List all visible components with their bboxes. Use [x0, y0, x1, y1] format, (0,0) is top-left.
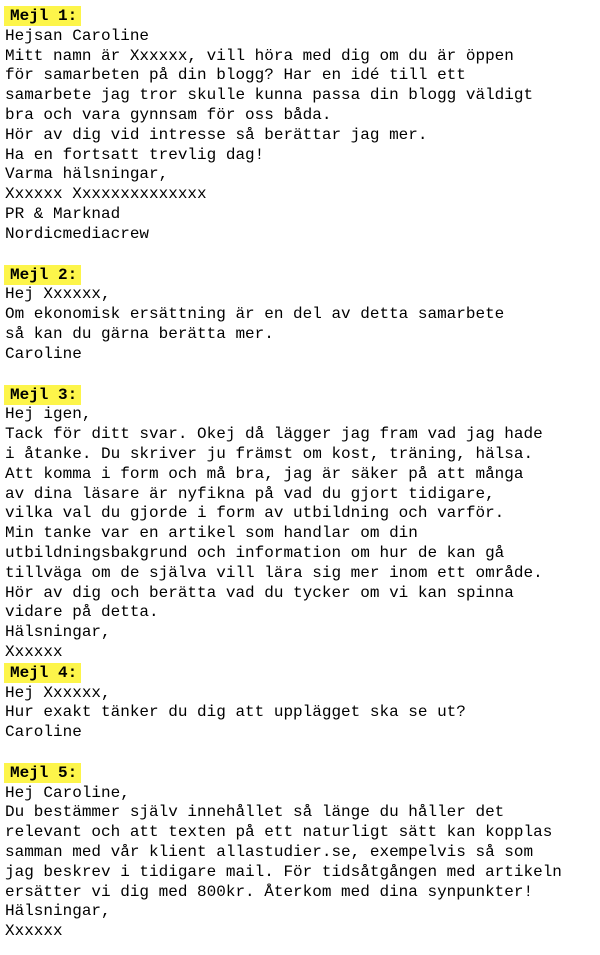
email-line: så kan du gärna berätta mer. [5, 324, 274, 343]
email-line: relevant och att texten på ett naturligt sätt kan kopplas [5, 823, 553, 842]
email-line: Hej Xxxxxx, [5, 285, 111, 304]
email-line: Min tanke var en artikel som handlar om din [5, 524, 418, 543]
email-line: Caroline [5, 723, 82, 742]
email-heading: Mejl 5: [4, 763, 81, 783]
email-4 [5, 663, 600, 743]
email-line: av dina läsare är nyfikna på vad du gjort tidigare, [5, 484, 495, 503]
email-line: Hälsningar, [5, 902, 111, 921]
email-line: Hej Xxxxxx, [5, 683, 111, 702]
email-line: Om ekonomisk ersättning är en del av detta samarbete [5, 305, 505, 324]
email-line: i åtanke. Du skriver ju främst om kost, träning, hälsa. [5, 444, 534, 463]
email-line: ersätter vi dig med 800kr. Återkom med dina synpunkter! [5, 882, 534, 901]
email-line: Hur exakt tänker du dig att upplägget ska se ut? [5, 703, 466, 722]
email-line: Hej igen, [5, 405, 92, 424]
email-body [5, 784, 600, 942]
email-5 [5, 763, 600, 942]
email-line: samarbete jag tror skulle kunna passa din blogg väldigt [5, 86, 534, 105]
email-line: Hör av dig vid intresse så berättar jag mer. [5, 125, 428, 144]
email-body [5, 27, 600, 245]
email-line: Du bestämmer själv innehållet så länge du håller det [5, 803, 505, 822]
email-line: Hej Caroline, [5, 783, 130, 802]
email-body [5, 684, 600, 743]
email-line: Hejsan Caroline [5, 26, 150, 45]
email-line: Tack för ditt svar. Okej då lägger jag fram vad jag hade [5, 425, 543, 444]
email-heading: Mejl 1: [4, 6, 81, 26]
email-line: Mitt namn är Xxxxxx, vill höra med dig om du är öppen [5, 46, 514, 65]
email-line: jag beskrev i tidigare mail. För tidsåtgången med artikeln [5, 862, 562, 881]
email-line: Caroline [5, 344, 82, 363]
email-body [5, 285, 600, 364]
email-line: Xxxxxx Xxxxxxxxxxxxxx [5, 185, 207, 204]
email-heading: Mejl 3: [4, 385, 81, 405]
email-line: tillväga om de själva vill lära sig mer inom ett område. [5, 563, 543, 582]
email-1 [5, 6, 600, 245]
email-line: Varma hälsningar, [5, 165, 169, 184]
email-line: för samarbeten på din blogg? Har en idé till ett [5, 66, 466, 85]
email-heading: Mejl 2: [4, 265, 81, 285]
email-line: Att komma i form och må bra, jag är säker på att många [5, 464, 524, 483]
email-heading: Mejl 4: [4, 663, 81, 683]
email-line: Hälsningar, [5, 623, 111, 642]
email-line: Xxxxxx [5, 922, 63, 941]
email-2 [5, 265, 600, 365]
email-line: vilka val du gjorde i form av utbildning och varför. [5, 504, 505, 523]
email-line: Hör av dig och berätta vad du tycker om vi kan spinna [5, 583, 514, 602]
email-line: vidare på detta. [5, 603, 159, 622]
email-line: Xxxxxx [5, 642, 63, 661]
email-line: Nordicmediacrew [5, 224, 150, 243]
email-line: PR & Marknad [5, 204, 121, 223]
email-3 [5, 385, 600, 663]
email-line: bra och vara gynnsam för oss båda. [5, 105, 332, 124]
email-line: Ha en fortsatt trevlig dag! [5, 145, 265, 164]
email-line: samman med vår klient allastudier.se, exempelvis så som [5, 843, 534, 862]
email-line: utbildningsbakgrund och information om hur de kan gå [5, 543, 505, 562]
email-body [5, 405, 600, 662]
